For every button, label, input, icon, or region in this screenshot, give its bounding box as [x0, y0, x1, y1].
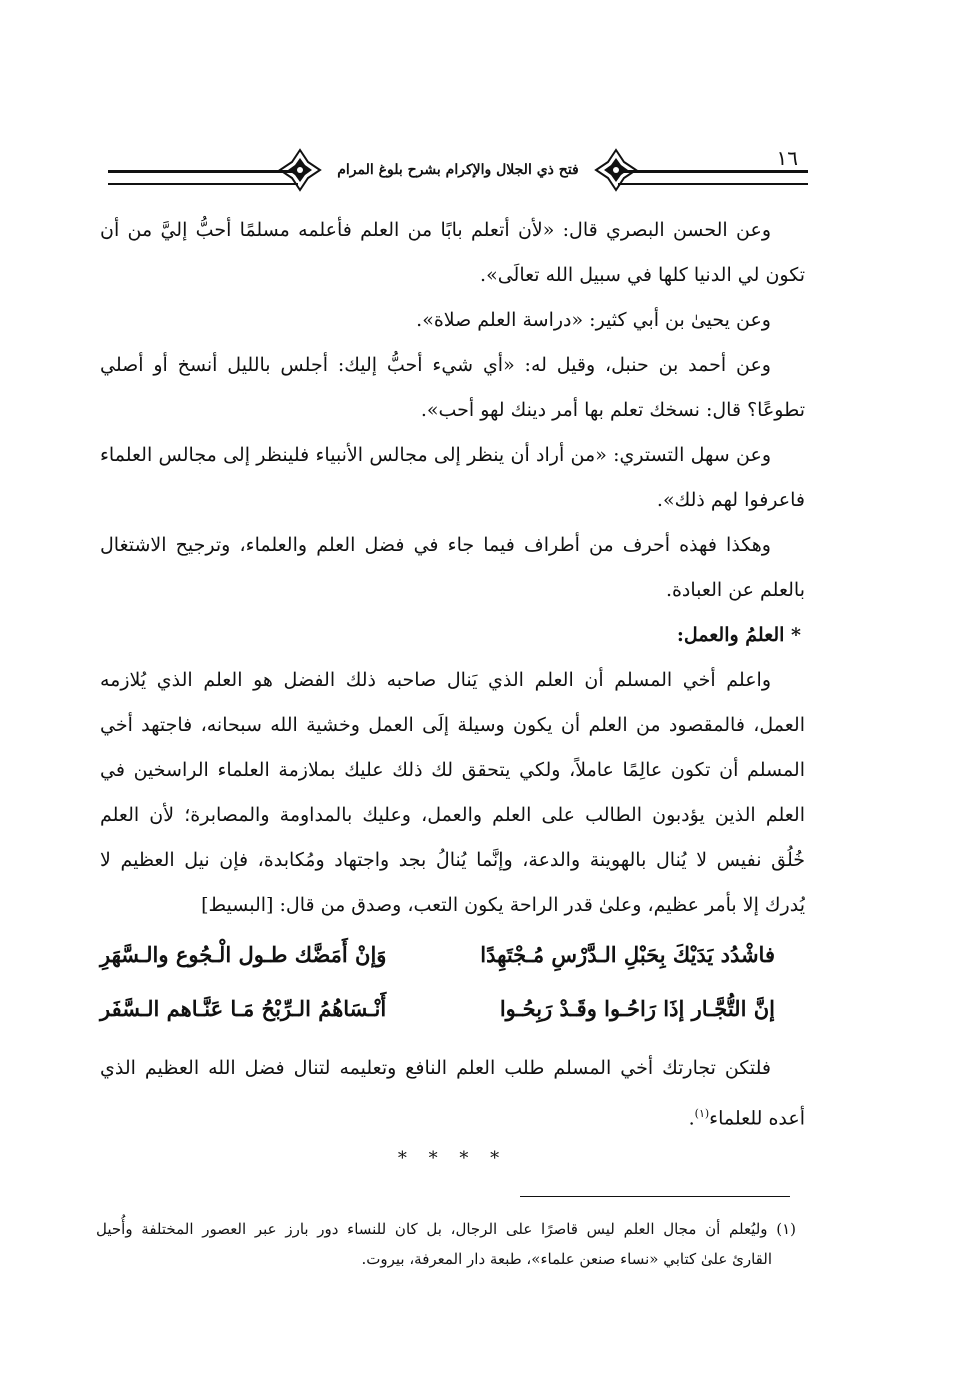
ornament-left-icon [278, 148, 322, 192]
paragraph-line: وعن سهل التستري: «من أراد أن ينظر إلى مجالس الأنبياء فلينظر إلى مجالس العلماء [100, 444, 771, 466]
paragraph-line: تكون لي الدنيا كلها في سبيل الله تعالَى». [480, 264, 805, 286]
header-title: فتح ذي الجلال والإكرام بشرح بلوغ المرام [337, 162, 579, 178]
header-rule-left [108, 170, 298, 185]
verse-first-hemistich: إنَّ التُّجَّـار إذَا رَاحُـوا وقَـدْ رَبِحُـوا [499, 996, 775, 1021]
page-number: ١٦ [776, 146, 798, 170]
footnote-rule [520, 1196, 790, 1197]
paragraph-line: بالعلم عن العبادة. [665, 579, 805, 601]
paragraph-line: فاعرفوا لهم ذلك». [656, 489, 805, 511]
paragraph-line: المسلم أن تكون عالِمًا عاملاً، ولكي يتحقق لك ذلك عليك بملازمة العلماء الراسخين في [100, 759, 805, 781]
header-rule-right [618, 170, 808, 185]
section-separator: * * * * [397, 1148, 508, 1169]
paragraph-line: وهكذا فهذه أحرف من أطراف فيما جاء في فضل العلم والعلماء، وترجيح الاشتغال [100, 534, 771, 556]
footnote-reference: (١) [694, 1107, 710, 1120]
verse-first-hemistich: فاشْدُد يَدَيْكَ بِحَبْلِ الـدَّرْسِ مُـجْتَهِدًا [480, 942, 775, 967]
footnote-line: (١) وليُعلم أن مجال العلم ليس قاصرًا على الرجال، بل كان للنساء دور بارز عبر العصور المختلفة وأُحيل [96, 1220, 796, 1238]
paragraph-line: فلتكن تجارتك أخي المسلم طلب العلم النافع وتعليمه لتنال فضل الله العظيم الذي [100, 1057, 771, 1079]
footnote-line: القارئ علىٰ كتابي «نساء صنعن علماء»، طبعة دار المعرفة، بيروت. [361, 1250, 772, 1268]
poem-verse [100, 982, 805, 1036]
paragraph-line: واعلم أخي المسلم أن العلم الذي يَنال صاحبه ذلك الفضل هو العلم الذي يُلازمه [100, 669, 771, 691]
main-text [100, 208, 805, 1181]
closing-text: أعده للعلماء [709, 1107, 805, 1130]
footnotes [96, 1214, 796, 1274]
poem-verse [100, 928, 805, 982]
paragraph-line: يُدرك إلا بأمر عظيم، وعلىٰ قدر الراحة يكون التعب، وصدق من قال: [البسيط] [201, 894, 805, 916]
paragraph-line: العمل، فالمقصود من العلم أن يكون وسيلة إلَى العمل وخشية الله سبحانه، فاجتهد أخي [100, 714, 805, 736]
paragraph-line: وعن يحيىٰ بن أبي كثير: «دراسة العلم صلاة». [416, 309, 771, 331]
ornament-right-icon [594, 148, 638, 192]
paragraph-line: وعن الحسن البصري قال: «لأن أتعلم بابًا من العلم فأعلمه مسلمًا أحبُّ إليَّ من أن [100, 219, 771, 241]
paragraph-line: وعن أحمد بن حنبل، وقيل له: «أي شيء أحبُّ إليك: أجلس بالليل أنسخ أو أصلي [100, 354, 771, 376]
running-header [108, 138, 808, 196]
verse-second-hemistich: وَإنْ أَمَضَّك طـول الْـجُوع والـسَّهَرِ [100, 942, 387, 967]
paragraph-line: العلم الذين يؤدبون الطالب على العلم والعمل، وعليك بالمداومة والمصابرة؛ لأن العلم [100, 804, 805, 826]
section-heading: * العلمُ والعمل: [676, 624, 801, 646]
verse-second-hemistich: أَنْـسَاهُمُ الـرِّبْحُ مَـا عَنَّـاهم الـسَّفَر [100, 996, 387, 1021]
paragraph-line: تطوعًا؟ قال: نسخك تعلم بها أمر دينك لهو أحب». [420, 399, 805, 421]
paragraph-line: خُلُق نفيس لا يُنال بالهوينة والدعة، وإنَّما يُنالُ بجد واجتهاد ومُكابدة، فإن نيل العظيم لا [100, 849, 805, 871]
paragraph-line: أعده للعلماء$^{(١)}$. [688, 1107, 805, 1130]
